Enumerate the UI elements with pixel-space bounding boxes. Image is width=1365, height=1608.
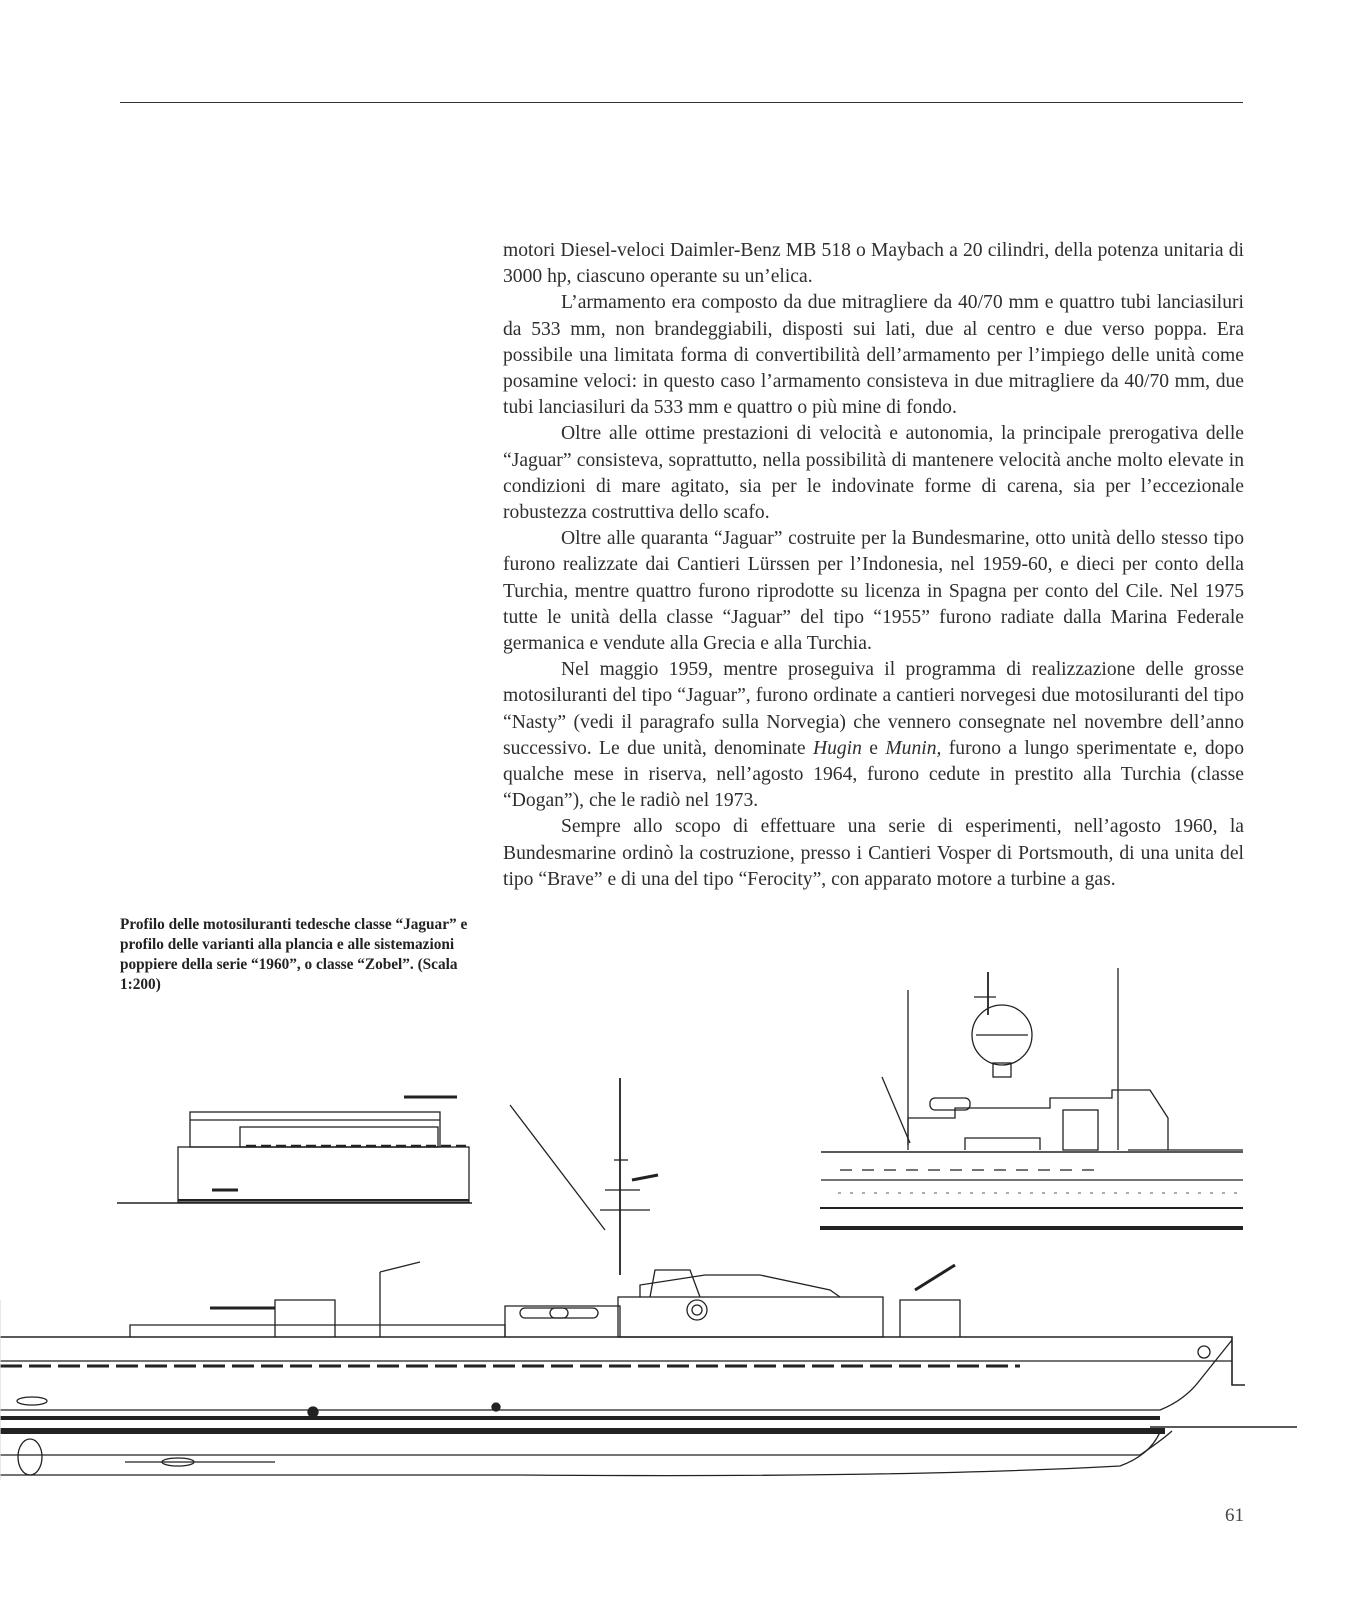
paragraph-1: motori Diesel-veloci Daimler-Benz MB 518 o Maybach a 20 cilindri, della potenza unitaria di 3000 hp, ciascuno operante su un’elica. <box>503 240 1244 288</box>
bridge-variant-detail <box>820 968 1243 1228</box>
paragraph-5-and: e <box>861 737 886 759</box>
paragraph-6: Sempre allo scopo di effettuare una serie di esperimenti, nell’agosto 1960, la Bundesmarine ordinò la costruzione, presso i Cantieri Vosper di Portsmouth, di una unita del tipo “Brave” e di una del tipo “Ferocity”, con apparato motore a turbine a gas. <box>503 816 1244 890</box>
paragraph-5-part-a: Nel maggio 1959, mentre proseguiva il programma di realizzazione delle grosse motosiluranti del tipo “Jaguar”, furono ordinate a cantieri norvegesi due motosiluranti del tipo “Nasty” (vedi il paragrafo sulla Norvegia) che vennero consegnate nel novembre dell’anno successivo. Le due unità, denominate <box>503 659 1244 759</box>
paragraph-2: L’armamento era composto da due mitragliere da 40/70 mm e quattro tubi lanciasiluri da 533 mm, non brandeggiabili, disposti sui lati, due al centro e due verso poppa. Era possibile una limitata forma di convertibilità dell’armamento per l’impiego delle unità come posamine veloci: in questo caso l’armamento consisteva in due mitragliere da 40/70 mm, due tubi lanciasiluri da 533 mm e quattro o più mine di fondo. <box>503 292 1244 419</box>
paragraph-3: Oltre alle ottime prestazioni di velocità e autonomia, la principale prerogativa delle “Jaguar” consisteva, soprattutto, nella possibilità di mantenere velocità anche molto elevate in condizioni di mare agitato, sia per le indovinate forme di carena, sia per l’eccezionale robustezza costruttiva dello scafo. <box>503 423 1244 524</box>
stern-variant-detail <box>117 1097 472 1203</box>
ship-name-munin: Munin, <box>885 737 942 759</box>
ship-name-hugin: Hugin <box>812 737 862 759</box>
main-ship-profile <box>0 1078 1297 1480</box>
paragraph-4: Oltre alle quaranta “Jaguar” costruite per la Bundesmarine, otto unità dello stesso tipo furono realizzate dai Cantieri Lürssen per l’Indonesia, nel 1959-60, e dieci per conto della Turchia, mentre quattro furono riprodotte su licenza in Spagna per conto del Cile. Nel 1975 tutte le unità della classe “Jaguar” del tipo “1955” furono radiate dalla Marina Federale germanica e vendute alla Grecia e alla Turchia. <box>503 528 1244 655</box>
figure-caption: Profilo delle motosiluranti tedesche classe “Jaguar” e profilo delle varianti alla plancia e alle sistemazioni poppiere della serie “1960”, o classe “Zobel”. (Scala 1:200) <box>120 916 468 993</box>
paragraph-5-part-b: furono a lungo sperimentate e, dopo qualche mese in riserva, nell’agosto 1964, furono cedute in prestito alla Turchia (classe “Dogan”), che le radiò nel 1973. <box>503 737 1245 812</box>
page-number: 61 <box>1225 1505 1244 1526</box>
